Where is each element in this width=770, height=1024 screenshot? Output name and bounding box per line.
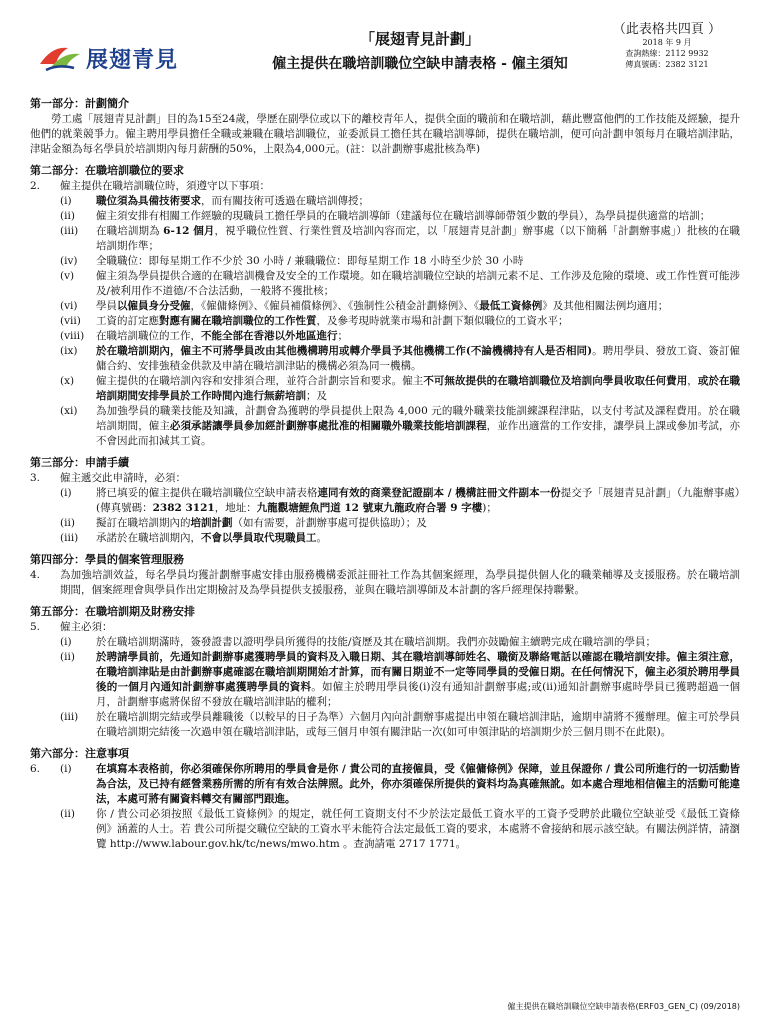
section1-heading: 第一部分：計劃簡介 [30,97,129,110]
item-text: 僱主須為學員提供合適的在職培訓機會及安全的工作環境。如在職培訓職位空缺的培訓元素不足、工作涉及危險的環境、或工作性質可能涉及/被利用作不道德/不合法活動，一般將不獲批核； [96,270,740,297]
item-text: 僱主提供的在職培訓內容和安排須合理，並符合計劃宗旨和要求。僱主不可無故提供的在職培訓職位及培訓向學員收取任何費用，或於在職培訓期間安排學員於工作時間內進行無薪培訓；及 [96,375,741,402]
form-meta [602,18,732,70]
section5-heading: 第五部分：在職培訓期及財務安排 [30,605,195,618]
item-roman-numeral: (vii) [60,315,81,327]
s2-list-item [60,194,740,209]
item-roman-numeral: (vi) [60,300,78,312]
item-roman-numeral: (v) [60,270,75,282]
item-roman-numeral: (ii) [60,651,75,663]
item-text: 為加強學員的職業技能及知識，計劃會為獲聘的學員提供上限為 4,000 元的職外職業技能訓練課程津貼，以支付考試及課程費用。於在職培訓期間，僱主必須承諾讓學員參加經計劃辦事處批准的相關職外職業技能培訓課程，並作出適當的工作安排，讓學員上課或參加考試，亦不會因此而扣減其工資。 [96,405,741,447]
s3-list-item [60,516,740,531]
item-text: 承諾於在職培訓期內，不會以學員取代現職員工。 [96,532,327,544]
item-roman-numeral: (viii) [60,330,85,342]
fax-number: 傳真號碼：2382 3121 [625,60,709,69]
s2-list-item [60,404,740,449]
item-roman-numeral: (ii) [60,517,75,529]
section4-heading: 第四部分：學員的個案管理服務 [30,553,184,566]
item-roman-numeral: (iii) [60,532,79,544]
bird-logo-icon [38,42,82,74]
section6-items [30,762,740,852]
s6-list-item [30,762,740,807]
s2-list-item [60,329,740,344]
title-block [230,28,610,73]
s5-list-item [60,650,740,710]
s3-list-item [60,486,740,516]
section2-items [30,194,740,449]
item-text: 僱主須安排有相關工作經驗的現職員工擔任學員的在職培訓導師（建議每位在職培訓導師帶領少數的學員），為學員提供適當的培訓； [96,210,711,222]
section1-body: 勞工處「展翅青見計劃」目的為15至24歲，學歷在副學位或以下的離校青年人，提供全面的職前和在職培訓，藉此豐富他們的工作技能及經驗，提升他們的就業競爭力。僱主聘用學員擔任全職或兼職在職培訓職位，並委派員工擔任其在職培訓導師，提供在職培訓，便可向計劃申領每月在職培訓津貼，津貼金額為每名學員於培訓期內每月薪酬的50%，上限為4,000元。(註：以計劃辦事處批核為準) [30,113,740,155]
hotline: 查詢熱線：2112 9932 [625,49,709,58]
section4-body-row [30,568,740,598]
s2-list-item [60,254,740,269]
section5-items [30,635,740,740]
logo [38,42,178,74]
section3-items [30,486,740,546]
section3-number: 3. [30,472,41,484]
item-text: 在填寫本表格前，你必須確保你所聘用的學員會是你 / 貴公司的直接僱員，受《僱傭條例》保障，並且保證你 / 貴公司所進行的一切活動皆為合法，及已持有經營業務所需的所有有效合法牌照。此外，你亦須確保所提供的資料均為真確無訛。如本處合理地相信僱主的活動可能違法，本處可將有關資料轉交有關部門跟進。 [96,763,740,805]
section2-number: 2. [30,180,41,192]
page-count: （此表格共四頁 ） [612,22,722,37]
s2-list-item [60,374,740,404]
item-roman-numeral: (x) [60,375,75,387]
item-roman-numeral: (ix) [60,345,78,357]
section3-lead-text: 僱主遞交此申請時，必須： [60,472,186,484]
s2-list-item [60,314,740,329]
item-roman-numeral: (i) [60,636,72,648]
section2-lead-text: 僱主提供在職培訓職位時，須遵守以下事項： [60,180,270,192]
s6-list-item [30,807,740,852]
scheme-title: 「展翅青見計劃」 [359,30,480,48]
item-text: 將已填妥的僱主提供在職培訓職位空缺申請表格連同有效的商業登記證副本 / 機構註冊文件副本一份提交予「展翅青見計劃」（九龍辦事處）(傳真號碼：2382 3121，地址：九龍觀塘鯉魚門道 12 號東九龍政府合署 9 字樓)； [96,487,740,514]
s6-number: 6. [30,763,41,775]
item-roman-numeral: (iv) [60,255,78,267]
s6-number [30,807,60,852]
header [30,18,740,90]
s2-list-item [60,269,740,299]
s3-list-item [60,531,740,546]
s5-list-item [60,635,740,650]
item-text: 學員以僱員身分受僱，《僱傭條例》、《僱員補償條例》、《強制性公積金計劃條例》、《最低工資條例》及其他相關法例均適用； [96,300,669,312]
item-roman-numeral: (iii) [60,711,79,723]
section3-lead [30,471,740,486]
item-text: 在職培訓職位的工作，不能全部在香港以外地區進行； [96,330,348,342]
section4-body: 為加強培訓效益，每名學員均獲計劃辦事處安排由服務機構委派註冊社工作為其個案經理，為學員提供個人化的職業輔導及支援服務。於在職培訓期間，個案經理會與學員作出定期檢討及為學員提供支援服務，並與在職培訓導師及本計劃的客戶經理保持聯繫。 [60,569,740,596]
s5-list-item [60,710,740,740]
item-text: 在職培訓期為 6-12 個月，視乎職位性質、行業性質及培訓內容而定，以「展翅青見計劃」辦事處（以下簡稱「計劃辦事處」）批核的在職培訓期作準； [96,225,741,252]
section3-heading: 第三部分：申請手續 [30,456,129,469]
form-date: 2018 年 9 月 [642,38,692,47]
s2-list-item [60,344,740,374]
item-text: 於在職培訓期完結或學員離職後（以較早的日子為準）六個月內向計劃辦事處提出申領在職培訓津貼，逾期申請將不獲辦理。僱主可於學員在職培訓期完結後一次過申領在職培訓津貼，或每三個月申領有關津貼一次(如可申領津貼的培訓期少於三個月則不在此限)。 [96,711,740,738]
section2-heading: 第二部分：在職培訓職位的要求 [30,164,184,177]
section4-number: 4. [30,569,41,581]
section5-lead [30,620,740,635]
logo-text: 展翅青見 [86,47,179,73]
item-text: 全職職位：即每星期工作不少於 30 小時 / 兼職職位：即每星期工作 18 小時至少於 30 小時 [96,255,524,267]
item-roman-numeral: (i) [60,487,72,499]
section6-heading: 第六部分：注意事項 [30,747,129,760]
section5-number: 5. [30,621,41,633]
item-text: 職位須為具備技術要求，而有關技術可透過在職培訓傳授； [96,195,369,207]
item-text: 你 / 貴公司必須按照《最低工資條例》的規定，就任何工資期支付不少於法定最低工資水平的工資予受聘於此職位空缺並受《最低工資條例》涵蓋的人士。若 貴公司所提交職位空缺的工資水平未能符合法定最低工資的要求，本處將不會接納和展示該空缺。有關法例詳情，請瀏覽 http://www.labour.gov.hk/tc/news/mwo.htm 。查詢請電 2717 1771。 [96,808,740,850]
item-roman-numeral: (i) [60,195,72,207]
s2-list-item [60,209,740,224]
item-roman-numeral: (i) [60,763,72,775]
item-text: 工資的訂定應對應有關在職培訓職位的工作性質，及參考現時就業市場和計劃下類似職位的工資水平； [96,315,569,327]
item-roman-numeral: (ii) [60,210,75,222]
item-text: 於在職培訓期滿時，簽發證書以證明學員所獲得的技能/資歷及其在職培訓期。我們亦鼓勵僱主續聘完成在職培訓的學員； [96,636,657,648]
item-roman-numeral: (ii) [60,808,75,820]
item-text: 擬訂在職培訓期內的培訓計劃（如有需要，計劃辦事處可提供協助）；及 [96,517,427,529]
s2-list-item [60,299,740,314]
form-title: 僱主提供在職培訓職位空缺申請表格 - 僱主須知 [272,56,568,72]
item-text: 於聘請學員前，先通知計劃辦事處獲聘學員的資料及入職日期、其在職培訓導師姓名、職銜及聯絡電話以確認在職培訓安排。僱主須注意，在職培訓津貼是由計劃辦事處確認在職培訓期開始才計算，而有關日期並不一定等同學員的受僱日期。在任何情況下，僱主必須於聘用學員後的一個月內通知計劃辦事處獲聘學員的資料。如僱主於聘用學員後(i)沒有通知計劃辦事處;或(ii)通知計劃辦事處時學員已獲聘超過一個月，計劃辦事處將保留不發放在職培訓津貼的權利； [96,651,741,708]
item-roman-numeral: (iii) [60,225,79,237]
item-text: 於在職培訓期內，僱主不可將學員改由其他機構聘用或轉介學員予其他機構工作(不論機構持有人是否相同)。聘用學員、發放工資、簽訂僱傭合約、安排強積金供款及申請在職培訓津貼的機構必須為同一機構。 [96,345,741,372]
item-roman-numeral: (xi) [60,405,78,417]
section2-lead [30,179,740,194]
section5-lead-text: 僱主必須： [60,621,113,633]
footer-form-code: 僱主提供在職培訓職位空缺申請表格(ERF03_GEN_C) (09/2018) [507,1002,740,1011]
s2-list-item [60,224,740,254]
